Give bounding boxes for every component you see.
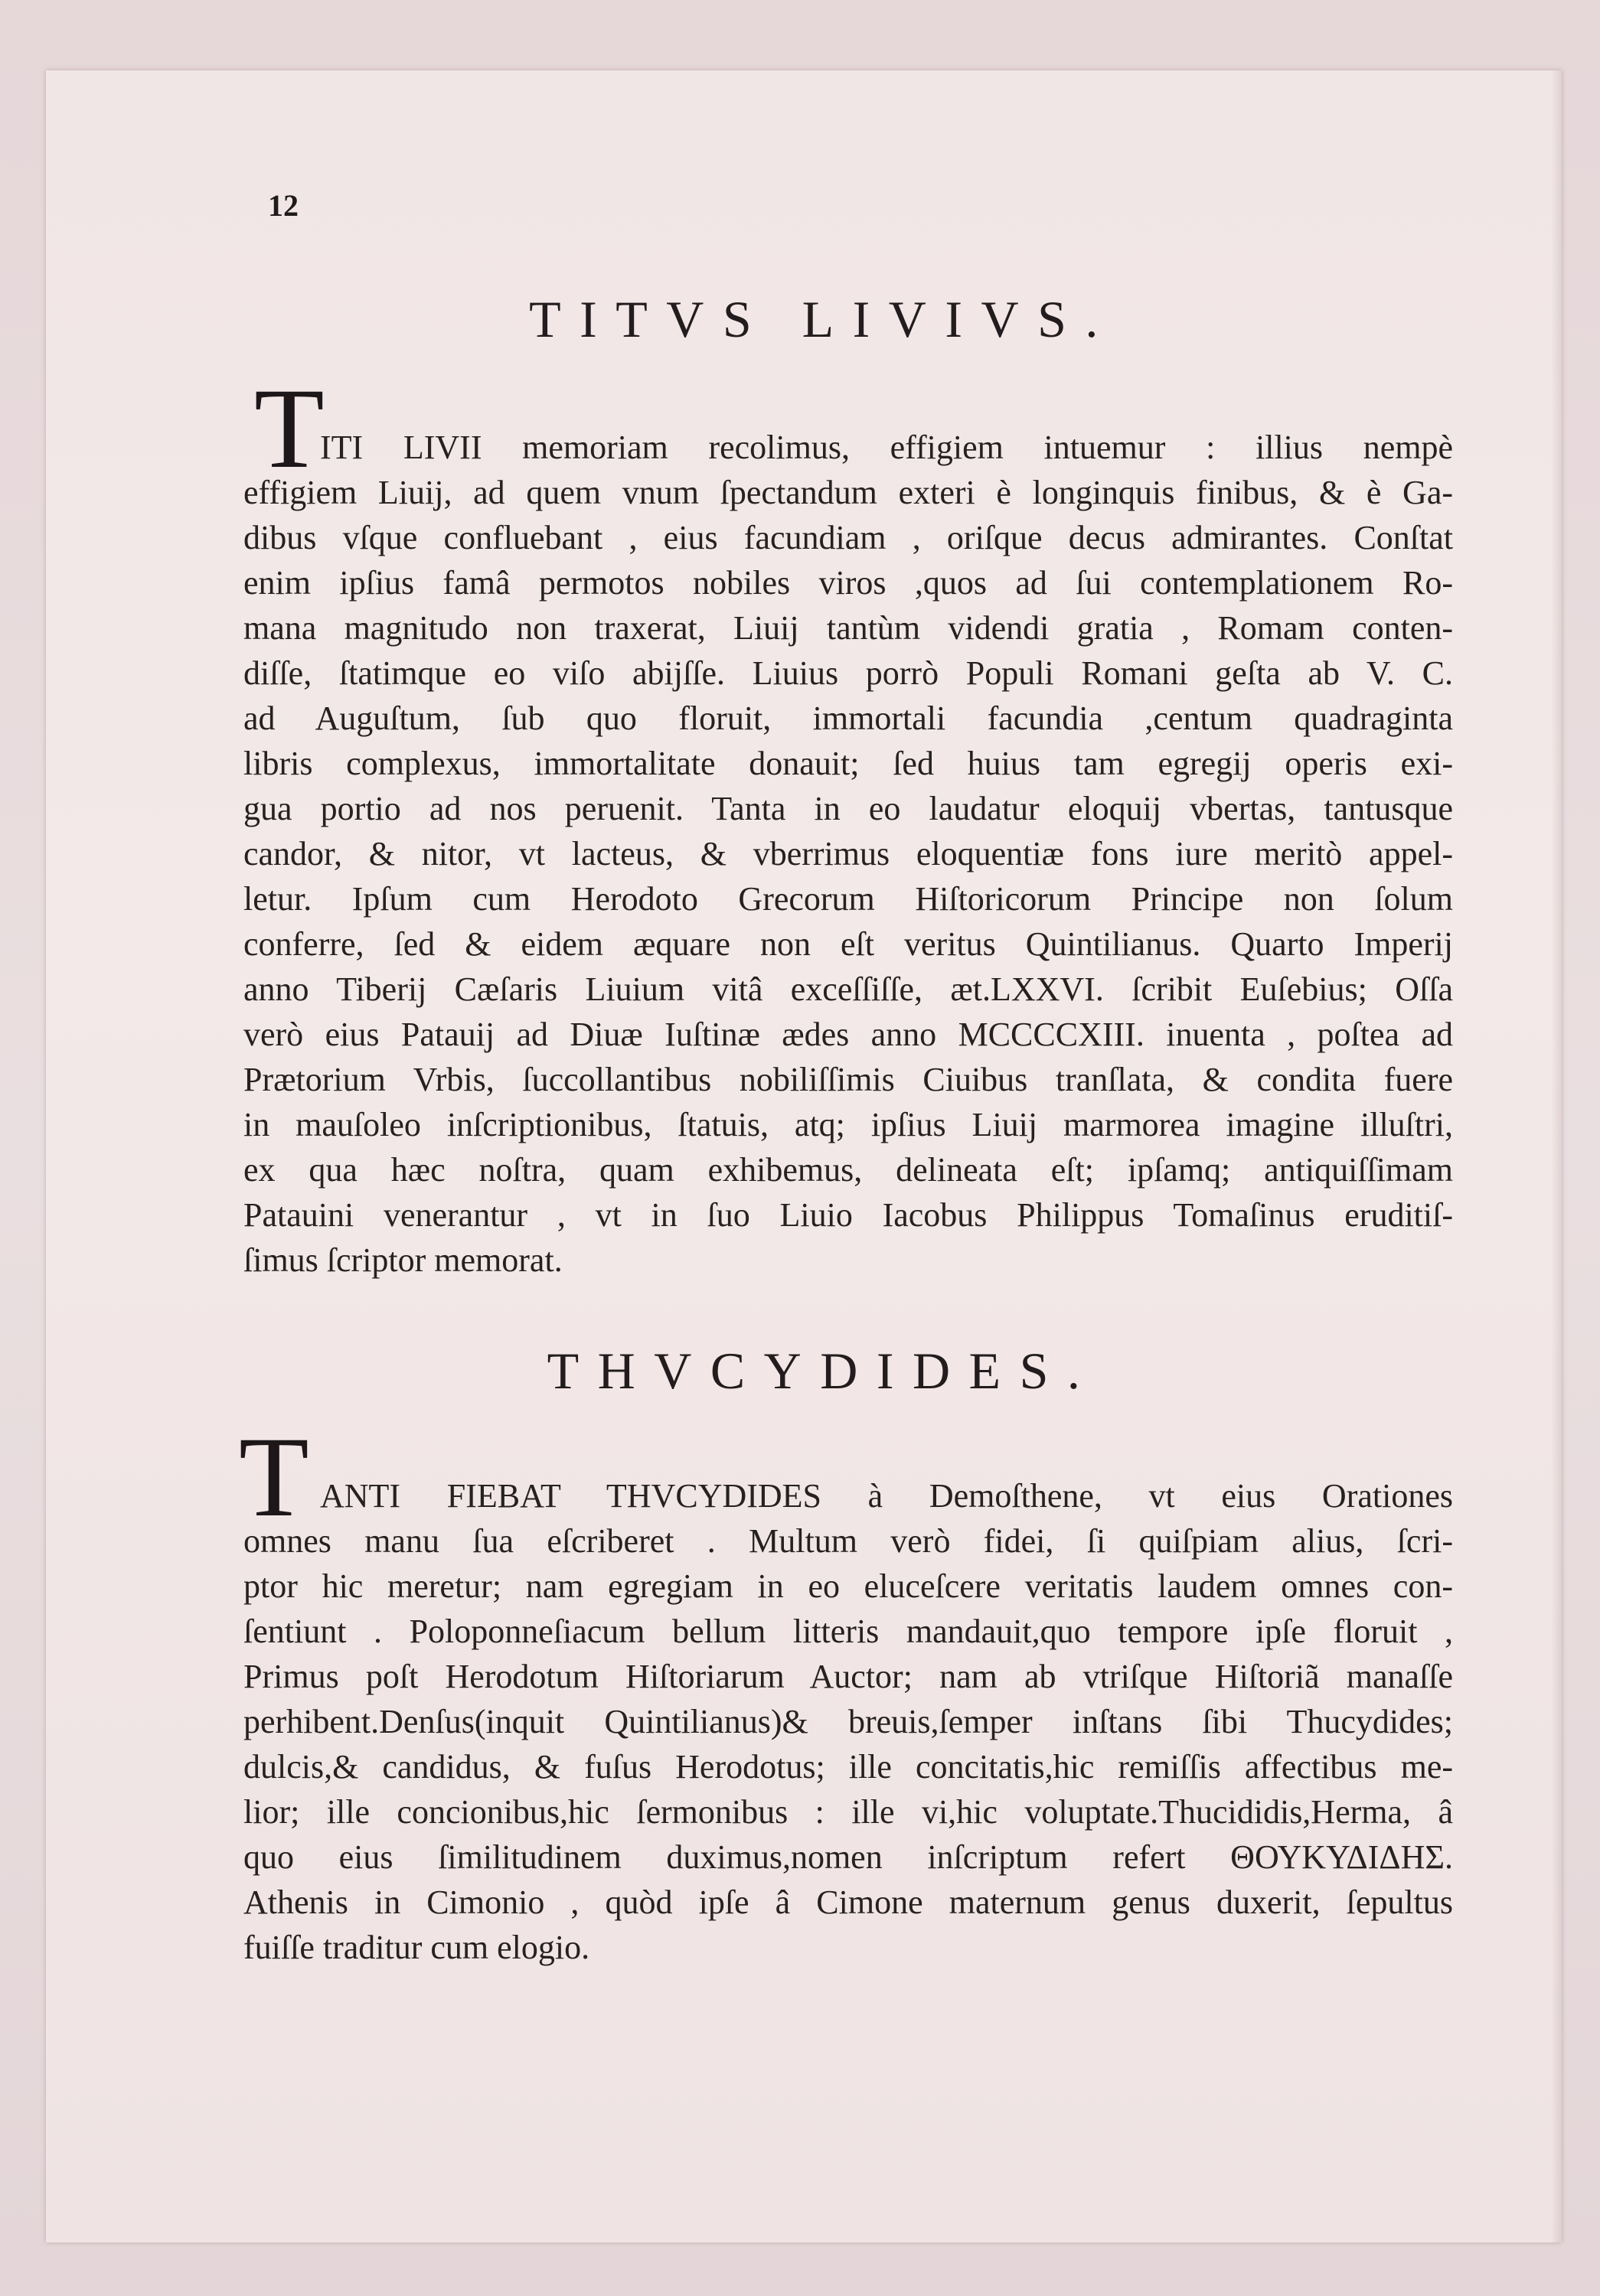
section-heading-livius: TITVS LIVIVS. (529, 290, 1117, 348)
drop-cap-livius: T (254, 365, 325, 492)
text-line: libris complexus, immortalitate donauit; ſed huius tam egregij operis exi- (243, 745, 1453, 782)
text-line: enim ipſius famâ permotos nobiles viros ,quos ad ſui contemplationem Ro- (243, 564, 1453, 602)
text-line: anno Tiberij Cæſaris Liuium vitâ exceſſiſſe, æt.LXXVI. ſcribit Euſebius; Oſſa (243, 970, 1453, 1008)
text-line: ptor hic meretur; nam egregiam in eo eluceſcere veritatis laudem omnes con- (243, 1567, 1453, 1605)
text-line: Prætorium Vrbis, ſuccollantibus nobiliſſimis Ciuibus tranſlata, & condita fuere (243, 1061, 1453, 1098)
page-number: 12 (268, 188, 299, 223)
text-line: candor, & nitor, vt lacteus, & vberrimus eloquentiæ fons iure meritò appel- (243, 835, 1453, 872)
text-line: letur. Ipſum cum Herodoto Grecorum Hiſtoricorum Principe non ſolum (243, 880, 1453, 918)
text-line: Athenis in Cimonio , quòd ipſe â Cimone maternum genus duxerit, ſepultus (243, 1883, 1453, 1921)
drop-cap-thucydides: T (239, 1414, 309, 1541)
text-line: ANTI FIEBAT THVCYDIDES à Demoſthene, vt eius Orationes (320, 1477, 1453, 1515)
text-line: mana magnitudo non traxerat, Liuij tantùm videndi gratia , Romam conten- (243, 609, 1453, 647)
text-line: diſſe, ſtatimque eo viſo abijſſe. Liuius porrò Populi Romani geſta ab V. C. (243, 654, 1453, 692)
text-line: lior; ille concionibus,hic ſermonibus : ille vi,hic voluptate.Thucididis,Herma, â (243, 1793, 1453, 1831)
text-line: in mauſoleo inſcriptionibus, ſtatuis, atq; ipſius Liuij marmorea imagine illuſtri, (243, 1106, 1453, 1143)
text-line: Primus poſt Herodotum Hiſtoriarum Auctor; nam ab vtriſque Hiſtoriã manaſſe (243, 1658, 1453, 1695)
text-line: quo eius ſimilitudinem duximus,nomen inſcriptum refert ΘΟΥΚΥΔΙΔΗΣ. (243, 1838, 1453, 1876)
text-line: verò eius Patauij ad Diuæ Iuſtinæ ædes anno MCCCCXIII. inuenta , poſtea ad (243, 1016, 1453, 1053)
text-line: omnes manu ſua eſcriberet . Multum verò fidei, ſi quiſpiam alius, ſcri- (243, 1522, 1453, 1560)
text-line: Patauini venerantur , vt in ſuo Liuio Iacobus Philippus Tomaſinus eruditiſ- (243, 1196, 1453, 1234)
text-line: effigiem Liuij, ad quem vnum ſpectandum exteri è longinquis finibus, & è Ga- (243, 474, 1453, 511)
text-line: ITI LIVII memoriam recolimus, effigiem intuemur : illius nempè (320, 429, 1453, 466)
text-line: gua portio ad nos peruenit. Tanta in eo laudatur eloquij vbertas, tantusque (243, 790, 1453, 827)
text-line: ad Auguſtum, ſub quo floruit, immortali facundia ,centum quadraginta (243, 700, 1453, 737)
section-heading-thucydides: THVCYDIDES. (547, 1342, 1099, 1400)
text-line: dibus vſque confluebant , eius facundiam , oriſque decus admirantes. Conſtat (243, 519, 1453, 556)
page-edge-shadow (1551, 70, 1562, 2242)
text-line: conferre, ſed & eidem æquare non eſt veritus Quintilianus. Quarto Imperij (243, 925, 1453, 963)
text-line: fuiſſe traditur cum elogio. (243, 1929, 590, 1966)
thucydides-paragraph (243, 1473, 1453, 1970)
text-line: perhibent.Denſus(inquit Quintilianus)& breuis,ſemper inſtans ſibi Thucydides; (243, 1703, 1453, 1740)
text-line: dulcis,& candidus, & fuſus Herodotus; ille concitatis,hic remiſſis affectibus me- (243, 1748, 1453, 1786)
text-line: ſentiunt . Poloponneſiacum bellum litteris mandauit,quo tempore ipſe floruit , (243, 1613, 1453, 1650)
text-line: ſimus ſcriptor memorat. (243, 1241, 563, 1279)
livius-paragraph (243, 425, 1453, 1283)
text-line: ex qua hæc noſtra, quam exhibemus, delineata eſt; ipſamq; antiquiſſimam (243, 1151, 1453, 1189)
